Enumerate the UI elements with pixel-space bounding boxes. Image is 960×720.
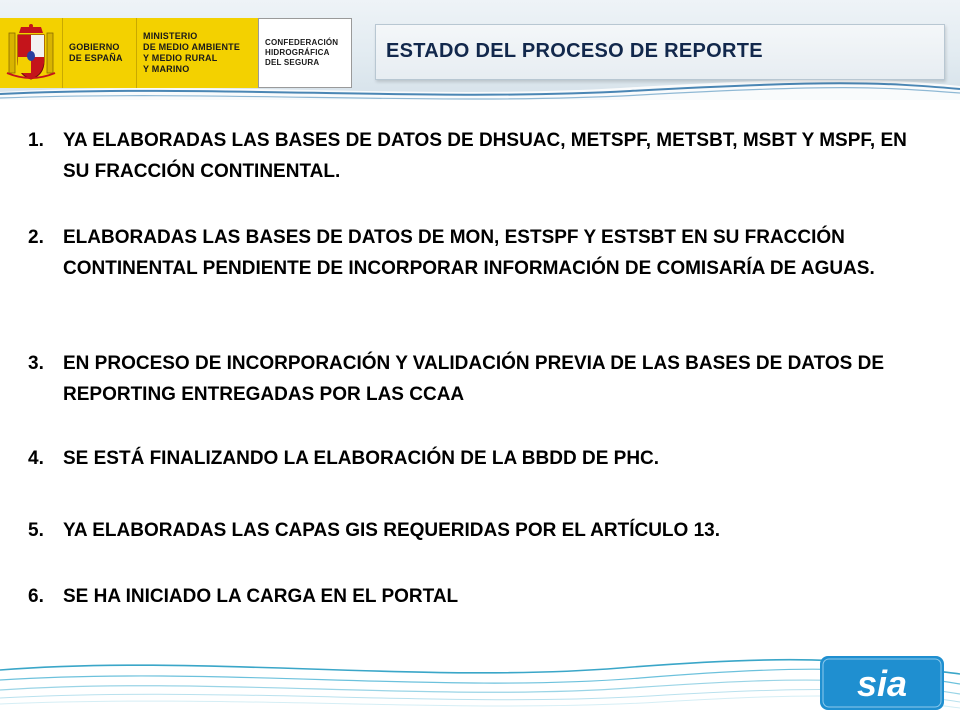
gov-line: DE ESPAÑA: [69, 53, 123, 63]
confederation-line: CONFEDERACIÓN: [265, 38, 339, 47]
ministry-line: Y MEDIO RURAL: [143, 53, 218, 63]
confederation-line: HIDROGRÁFICA: [265, 48, 330, 57]
list-item-number: 5.: [28, 520, 44, 541]
list-item-number: 3.: [28, 353, 44, 374]
bottom-wave-decoration: [0, 640, 960, 720]
gov-line: GOBIERNO: [69, 42, 120, 52]
spain-coat-of-arms-icon: [5, 23, 57, 83]
list-item: [28, 443, 928, 474]
list-item-number: 6.: [28, 586, 44, 607]
confederation-line: DEL SEGURA: [265, 58, 320, 67]
slide-title: ESTADO DEL PROCESO DE REPORTE: [386, 40, 763, 62]
list-item-text: SE ESTÁ FINALIZANDO LA ELABORACIÓN DE LA BBDD DE PHC.: [63, 448, 660, 469]
ministry-line: DE MEDIO AMBIENTE: [143, 42, 241, 52]
confederation-label: [258, 18, 352, 88]
list-item-number: 4.: [28, 448, 44, 469]
gobierno-de-espana-label: [62, 18, 136, 88]
list-item-text: SE HA INICIADO LA CARGA EN EL PORTAL: [63, 586, 459, 607]
coat-of-arms: [0, 18, 62, 88]
slide-title-box: [375, 24, 945, 80]
sia-logo-icon: [820, 656, 944, 710]
list-item-text: ELABORADAS LAS BASES DE DATOS DE MON, ESTSPF Y ESTSBT EN SU FRACCIÓN CONTINENTAL PENDIENTE DE INCORPORAR INFORMACIÓN DE COMISARÍA DE AGUAS.: [63, 227, 875, 279]
list-item-text: YA ELABORADAS LAS CAPAS GIS REQUERIDAS POR EL ARTÍCULO 13.: [63, 520, 720, 541]
government-logo-block: [0, 18, 352, 88]
ministry-label: [136, 18, 258, 88]
ministry-line: Y MARINO: [143, 64, 190, 74]
list-item-text: YA ELABORADAS LAS BASES DE DATOS DE DHSUAC, METSPF, METSBT, MSBT Y MSPF, EN SU FRACCIÓN CONTINENTAL.: [63, 130, 907, 182]
list-item: [28, 348, 928, 410]
sia-logo-text: sia: [856, 663, 908, 704]
list-item: [28, 581, 928, 612]
list-item: [28, 515, 928, 546]
list-item-text: EN PROCESO DE INCORPORACIÓN Y VALIDACIÓN PREVIA DE LAS BASES DE DATOS DE REPORTING ENTREGADAS POR LAS CCAA: [63, 353, 884, 405]
list-item-number: 2.: [28, 227, 44, 248]
list-item: [28, 125, 928, 187]
ministry-line: MINISTERIO: [143, 31, 198, 41]
list-item-number: 1.: [28, 130, 44, 151]
list-item: [28, 222, 928, 284]
